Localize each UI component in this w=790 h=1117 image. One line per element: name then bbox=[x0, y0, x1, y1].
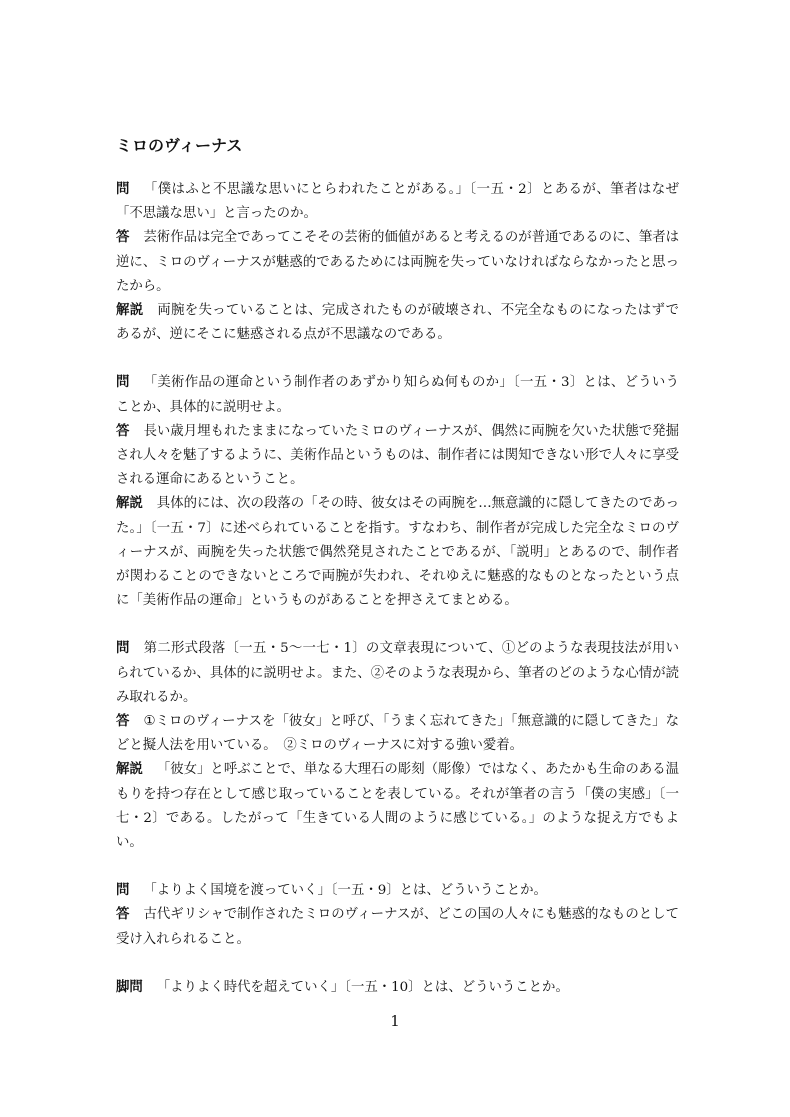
question bbox=[116, 371, 679, 419]
question-text: 「よりよく国境を渡っていく」〔一五・9〕とは、どういうことか。 bbox=[143, 883, 547, 899]
question-label: 問 bbox=[116, 182, 130, 197]
page-number: 1 bbox=[390, 1012, 400, 1030]
explanation-text: 「彼女」と呼ぶことで、単なる大理石の彫刻（彫像）ではなく、あたかも生命のある温もりを持つ存在として感じ取っていることを表している。それが筆者の言う「僕の実感」〔一七・2〕である。したがって「生きている人間のように感じている。」のような捉え方でもよい。 bbox=[116, 762, 679, 851]
explanation bbox=[116, 758, 679, 855]
answer-label: 答 bbox=[116, 714, 130, 730]
question bbox=[116, 879, 679, 903]
answer-text: 芸術作品は完全であってこそその芸術的価値があると考えるのが普通であるのに、筆者は逆に、ミロのヴィーナスが魅惑的であるためには両腕を失っていなければならなかったと思ったから。 bbox=[116, 230, 680, 294]
answer bbox=[116, 710, 679, 758]
explanation-label: 解説 bbox=[116, 496, 143, 512]
qa-content bbox=[116, 178, 679, 1024]
side-question-text: 「よりよく時代を超えていく」〔一五・10〕とは、どういうことか。 bbox=[156, 979, 569, 995]
answer-label: 答 bbox=[116, 907, 130, 923]
qa-group-5 bbox=[116, 976, 679, 1000]
answer-label: 答 bbox=[116, 423, 130, 439]
question bbox=[116, 637, 679, 710]
side-question bbox=[116, 976, 679, 1000]
page-title: ミロのヴィーナス bbox=[116, 136, 243, 155]
qa-group-4 bbox=[116, 879, 679, 952]
question-label: 問 bbox=[116, 641, 130, 657]
answer-text: 古代ギリシャで制作されたミロのヴィーナスが、どこの国の人々にも魅惑的なものとして受け入れられること。 bbox=[116, 907, 680, 947]
qa-group-2 bbox=[116, 371, 679, 613]
qa-group-3 bbox=[116, 637, 679, 855]
question-label: 問 bbox=[116, 375, 130, 391]
question bbox=[116, 178, 679, 226]
answer-text: 長い歳月埋もれたままになっていたミロのヴィーナスが、偶然に両腕を欠いた状態で発掘され人々を魅了するように、美術作品というものは、制作者には関知できない形で人々に享受される運命にあるということ。 bbox=[116, 423, 679, 488]
explanation-label: 解説 bbox=[116, 303, 144, 319]
explanation bbox=[116, 492, 679, 613]
answer bbox=[116, 420, 679, 493]
question-text: 第二形式段落〔一五・5〜一七・1〕の文章表現について、①どのような表現技法が用いられているか、具体的に説明せよ。また、②そのような表現から、筆者のどのような心情が読み取れるか。 bbox=[116, 641, 679, 705]
qa-group-1 bbox=[116, 178, 679, 347]
explanation-text: 具体的には、次の段落の「その時、彼女はその両腕を…無意識的に隠してきたのであった。」〔一五・7〕に述べられていることを指す。すなわち、制作者が完成した完全なミロのヴィーナスが、両腕を失った状態で偶然発見されたことであるが、「説明」とあるので、制作者が関わることのできないところで両腕が失われ、それゆえに魅惑的なものとなったという点に「美術作品の運命」というものがあることを押さえてまとめる。 bbox=[116, 496, 679, 609]
answer-text: ①ミロのヴィーナスを「彼女」と呼び、「うまく忘れてきた」「無意識的に隠してきた」などと擬人法を用いている。 ②ミロのヴィーナスに対する強い愛着。 bbox=[116, 714, 680, 754]
explanation-text: 両腕を失っていることは、完成されたものが破壊され、不完全なものになったはずであるが、逆にそこに魅惑される点が不思議なのである。 bbox=[116, 303, 680, 343]
answer bbox=[116, 903, 679, 951]
explanation bbox=[116, 299, 679, 347]
explanation-label: 解説 bbox=[116, 762, 143, 778]
side-question-label: 脚問 bbox=[116, 979, 143, 995]
answer bbox=[116, 226, 679, 299]
question-text: 「美術作品の運命という制作者のあずかり知らぬ何ものか」〔一五・3〕とは、どういうことか、具体的に説明せよ。 bbox=[116, 375, 679, 415]
question-text: 「僕はふと不思議な思いにとらわれたことがある。」〔一五・2〕とあるが、筆者はなぜ「不思議な思い」と言ったのか。 bbox=[116, 182, 680, 222]
question-label: 問 bbox=[116, 883, 130, 899]
answer-label: 答 bbox=[116, 230, 130, 246]
